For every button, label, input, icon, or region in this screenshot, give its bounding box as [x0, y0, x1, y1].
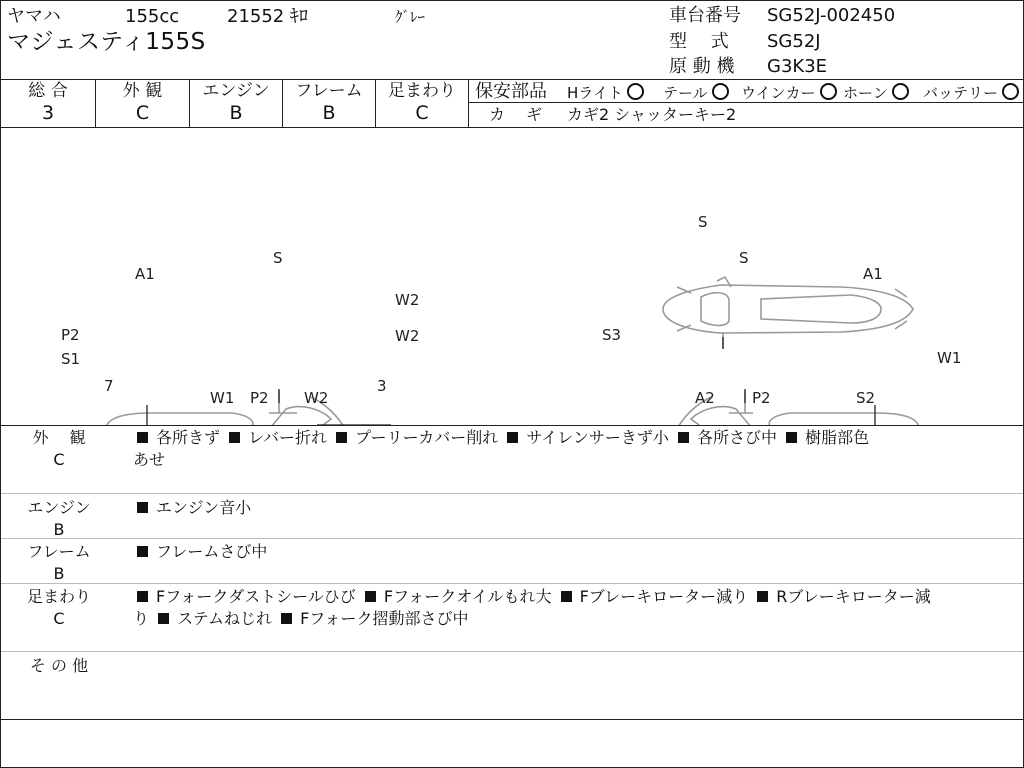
grade-label: 総 合	[28, 81, 68, 101]
grade-value: B	[322, 102, 336, 124]
safety-item-battery	[923, 83, 1019, 103]
bullet-square-icon	[137, 546, 148, 557]
grade-value: C	[415, 102, 429, 124]
left-view-label: P2	[250, 389, 269, 407]
model-name: マジェスティ155S	[7, 29, 206, 55]
frame-no-label: 車台番号	[669, 5, 741, 26]
remark-continuation: り	[133, 609, 150, 628]
leader-lines	[89, 337, 935, 425]
safety-item-label: バッテリー	[923, 84, 999, 102]
divider	[1, 79, 1023, 80]
bullet-square-icon	[336, 432, 347, 443]
ok-circle-icon	[1002, 83, 1019, 100]
remark-item: サイレンサーきず小	[526, 428, 669, 447]
ok-circle-icon	[627, 83, 644, 100]
safety-item-horn	[843, 83, 909, 103]
left-view-label: W2	[395, 327, 420, 345]
remark-grade: C	[53, 450, 65, 469]
remark-text	[133, 541, 1005, 563]
safety-item-winker	[741, 83, 837, 103]
divider	[1, 583, 1023, 584]
grade-overall	[1, 81, 95, 123]
engine-value: G3K3E	[767, 56, 828, 77]
safety-item-taillight	[663, 83, 729, 103]
left-view-label: S1	[61, 350, 81, 368]
remark-exterior	[1, 427, 1023, 493]
bullet-square-icon	[281, 613, 292, 624]
remark-item: プーリーカバー削れ	[355, 428, 499, 447]
remark-grade: C	[53, 609, 65, 628]
remark-continuation: あせ	[133, 450, 166, 469]
bullet-square-icon	[507, 432, 518, 443]
remark-item: ステムねじれ	[177, 609, 272, 628]
remark-category	[15, 427, 103, 471]
right-view-label: A1	[863, 265, 883, 283]
remark-category-label: 足まわり	[26, 587, 91, 606]
remark-text	[133, 427, 1005, 471]
grade-value: B	[229, 102, 243, 124]
remark-item: 樹脂部色	[805, 428, 870, 447]
remark-category	[15, 655, 103, 677]
divider	[468, 102, 1023, 103]
remark-item: エンジン音小	[156, 498, 252, 517]
grade-label: エンジン	[202, 81, 270, 101]
color: ｸﾞﾚｰ	[395, 8, 426, 26]
bullet-square-icon	[137, 591, 148, 602]
ok-circle-icon	[712, 83, 729, 100]
divider	[468, 79, 469, 127]
remark-category-label: 外 観	[32, 428, 86, 447]
safety-item-label: テール	[663, 84, 708, 102]
grade-exterior	[96, 81, 189, 123]
safety-item-headlight	[567, 83, 644, 103]
remark-category	[15, 497, 103, 541]
left-view-label: W2	[304, 389, 329, 407]
left-view-label: W2	[395, 291, 420, 309]
top-view-scooter	[663, 277, 913, 349]
left-view-label: 7	[104, 377, 114, 395]
remark-item: フレームさび中	[156, 542, 268, 561]
remark-item: Rブレーキローター減	[776, 587, 931, 606]
bullet-square-icon	[786, 432, 797, 443]
divider	[1, 538, 1023, 539]
grade-label: 外 観	[122, 81, 163, 101]
right-view-label: W1	[937, 349, 962, 367]
displacement: 155cc	[125, 6, 180, 27]
maker-name: ヤマハ	[7, 6, 61, 27]
bullet-square-icon	[757, 591, 768, 602]
bullet-square-icon	[561, 591, 572, 602]
divider	[1, 651, 1023, 652]
divider	[1, 425, 1023, 426]
engine-label: 原 動 機	[669, 56, 735, 77]
grade-value: C	[135, 102, 150, 124]
remark-text	[133, 586, 1005, 630]
remark-grade: B	[53, 520, 65, 539]
remark-category-label: フレーム	[27, 542, 91, 561]
remark-item: Fフォークダストシールひび	[156, 587, 356, 606]
bullet-square-icon	[137, 502, 148, 513]
bullet-square-icon	[229, 432, 240, 443]
bullet-square-icon	[158, 613, 169, 624]
right-view-label: S3	[602, 326, 622, 344]
remark-item: 各所きず	[156, 428, 221, 447]
grade-value: 3	[41, 102, 55, 124]
key-label: カ ギ	[489, 105, 543, 124]
remark-suspension	[1, 586, 1023, 648]
remark-other	[1, 655, 1023, 715]
remark-text	[133, 497, 1005, 519]
remark-category	[15, 541, 103, 585]
right-view-label: S	[739, 249, 749, 267]
remark-category	[15, 586, 103, 630]
grade-engine	[190, 81, 282, 123]
type-label: 型 式	[669, 31, 729, 52]
right-side-scooter	[640, 391, 921, 425]
grade-suspension	[376, 81, 468, 123]
bullet-square-icon	[365, 591, 376, 602]
right-view-label: S2	[856, 389, 876, 407]
safety-item-label: Hライト	[567, 84, 623, 102]
frame-no: SG52J-002450	[767, 5, 896, 26]
mileage: 21552 ｷﾛ	[227, 6, 308, 27]
divider	[1, 719, 1023, 720]
safety-item-label: ウインカー	[741, 84, 816, 102]
top-view-label: S	[698, 213, 708, 231]
remark-grade: B	[53, 564, 65, 583]
remark-item: Fフォークオイルもれ大	[383, 587, 552, 606]
bullet-square-icon	[137, 432, 148, 443]
grade-frame	[283, 81, 375, 123]
divider	[1, 493, 1023, 494]
remark-item: 各所さび中	[696, 428, 777, 447]
left-view-label: W1	[210, 389, 235, 407]
safety-item-label: ホーン	[843, 84, 888, 102]
remark-item: レバー折れ	[248, 428, 327, 447]
bullet-square-icon	[678, 432, 689, 443]
ok-circle-icon	[892, 83, 909, 100]
type-value: SG52J	[767, 31, 821, 52]
remark-engine	[1, 497, 1023, 537]
left-side-scooter	[103, 391, 381, 425]
remark-frame	[1, 541, 1023, 581]
left-view-label: P2	[61, 326, 80, 344]
remark-item: Fフォーク摺動部さび中	[300, 609, 469, 628]
right-view-label: A2	[695, 389, 715, 407]
remark-category-label: そ の 他	[29, 656, 89, 675]
left-view-label: A1	[135, 265, 155, 283]
grade-label: 足まわり	[388, 81, 456, 101]
remark-category-label: エンジン	[27, 498, 91, 517]
left-view-label: S	[273, 249, 283, 267]
ok-circle-icon	[820, 83, 837, 100]
damage-diagram	[1, 127, 1023, 425]
remark-item: Fブレーキローター減り	[579, 587, 749, 606]
grade-label: フレーム	[295, 81, 363, 101]
left-view-label: 3	[377, 377, 387, 395]
safety-parts-title: 保安部品	[475, 81, 547, 102]
right-view-label: P2	[752, 389, 771, 407]
key-value: カギ2 シャッターキー2	[567, 105, 737, 124]
